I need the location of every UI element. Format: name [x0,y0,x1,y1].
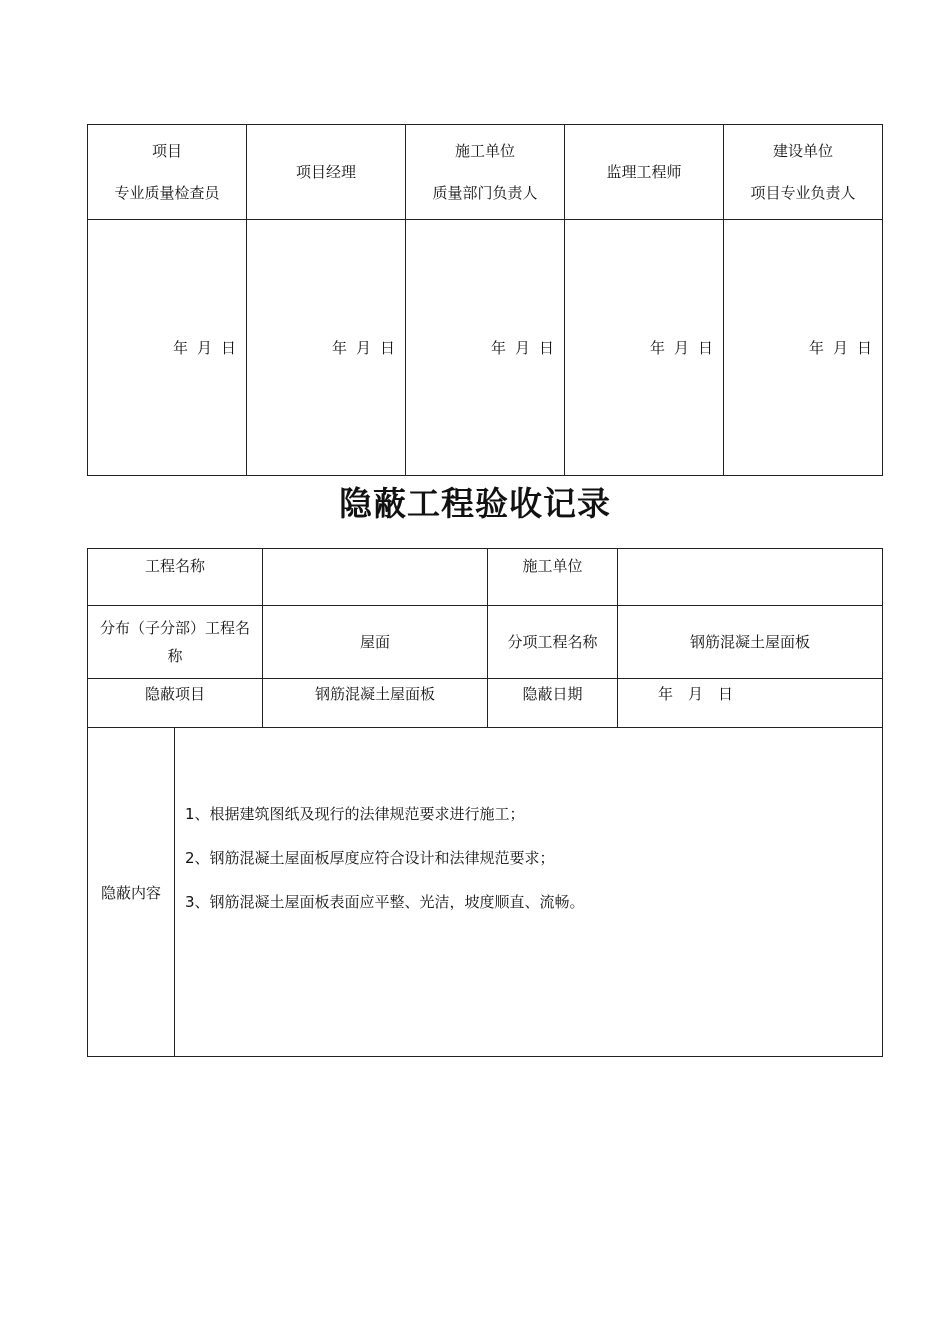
date-year: 年 [808,339,824,357]
date-day: 日 [538,339,554,357]
sig-header-construction-unit [406,125,565,220]
date-year: 年 [490,339,506,357]
sig-header-line: 项目专业负责人 [750,184,856,202]
subitem-value[interactable]: 钢筋混凝土屋面板 [618,606,883,679]
concealed-item-value[interactable]: 钢筋混凝土屋面板 [263,679,488,728]
date-year: 年 [649,339,665,357]
sig-header-project-manager [247,125,406,220]
signature-table [87,124,883,476]
document-title: 隐蔽工程验收记录 [339,484,611,523]
date-month: 月 [196,339,212,357]
division-label: 分布（子分部）工程名称 [88,606,263,679]
date-day: 日 [220,339,236,357]
project-name-label: 工程名称 [88,549,263,606]
content-line: 1、根据建筑图纸及现行的法律规范要求进行施工； [185,805,525,823]
sig-header-quality-inspector [88,125,247,220]
sig-header-line: 监理工程师 [606,163,682,181]
sig-date-cell[interactable] [724,220,883,476]
sig-header-line: 质量部门负责人 [432,184,538,202]
date-day: 日 [697,339,713,357]
date-month: 月 [832,339,848,357]
construction-unit-label: 施工单位 [488,549,618,606]
sig-date-cell[interactable] [406,220,565,476]
date-year: 年 [331,339,347,357]
sig-date-cell[interactable] [565,220,724,476]
sig-header-line: 建设单位 [772,142,833,160]
sig-date-cell[interactable] [247,220,406,476]
date-month: 月 [673,339,689,357]
concealed-date-label: 隐蔽日期 [488,679,618,728]
subitem-label: 分项工程名称 [488,606,618,679]
sig-header-line: 项目经理 [295,163,356,181]
sig-date-cell[interactable] [88,220,247,476]
sig-header-line: 项目 [151,142,182,160]
sig-header-line: 施工单位 [454,142,515,160]
date-day: 日 [856,339,872,357]
sig-header-supervisor [565,125,724,220]
content-label: 隐蔽内容 [88,728,175,1057]
concealed-item-label: 隐蔽项目 [88,679,263,728]
division-value[interactable]: 屋面 [263,606,488,679]
date-month: 月 [355,339,371,357]
sig-header-line: 专业质量检查员 [114,184,220,202]
date-month: 月 [514,339,530,357]
date-day: 日 [379,339,395,357]
sig-header-owner-unit [724,125,883,220]
content-line: 3、钢筋混凝土屋面板表面应平整、光洁，坡度顺直、流畅。 [185,893,585,911]
construction-unit-value[interactable] [618,549,883,606]
record-table [87,548,883,1057]
project-name-value[interactable] [263,549,488,606]
concealed-date-value[interactable]: 年 月 日 [618,679,883,728]
date-year: 年 [172,339,188,357]
content-body[interactable] [175,728,883,1057]
content-line: 2、钢筋混凝土屋面板厚度应符合设计和法律规范要求； [185,849,555,867]
